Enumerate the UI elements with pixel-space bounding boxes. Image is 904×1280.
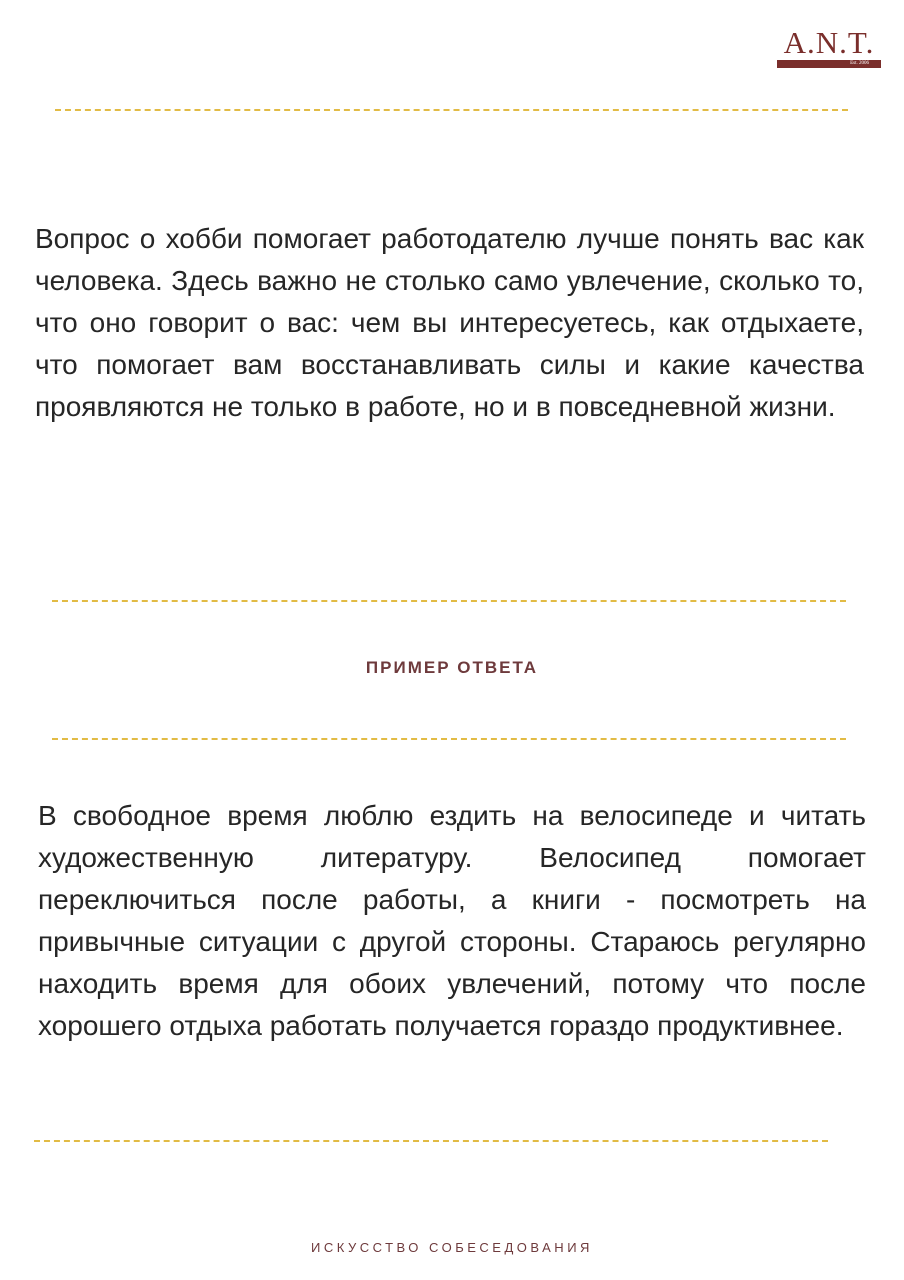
- intro-paragraph: Вопрос о хобби помогает работодателю лучше понять вас как человека. Здесь важно не столько само увлечение, сколько то, что оно говорит о вас: чем вы интересуетесь, как отдыхаете, что помогает вам восстанавливать силы и какие качества проявляются не только в работе, но и в повседневной жизни.: [35, 223, 864, 422]
- top-divider: [55, 109, 848, 111]
- bottom-divider: [34, 1140, 828, 1142]
- footer-title: ИСКУССТВО СОБЕСЕДОВАНИЯ: [311, 1240, 593, 1255]
- logo-text: A.N.T.: [783, 25, 875, 60]
- divider-after-heading: [52, 738, 846, 740]
- logo-subtitle: Est. 2006: [850, 61, 869, 66]
- answer-paragraph: В свободное время люблю ездить на велосипеде и читать художественную литературу. Велосипед помогает переключиться после работы, а книги - посмотреть на привычные ситуации с другой стороны. Стараюсь регулярно находить время для обоих увлечений, потому что после хорошего отдыха работать получается гораздо продуктивнее.: [38, 800, 866, 1041]
- logo-bar: [777, 60, 881, 68]
- brand-logo: [777, 26, 881, 70]
- section-heading: ПРИМЕР ОТВЕТА: [365, 658, 539, 677]
- divider-before-heading: [52, 600, 846, 602]
